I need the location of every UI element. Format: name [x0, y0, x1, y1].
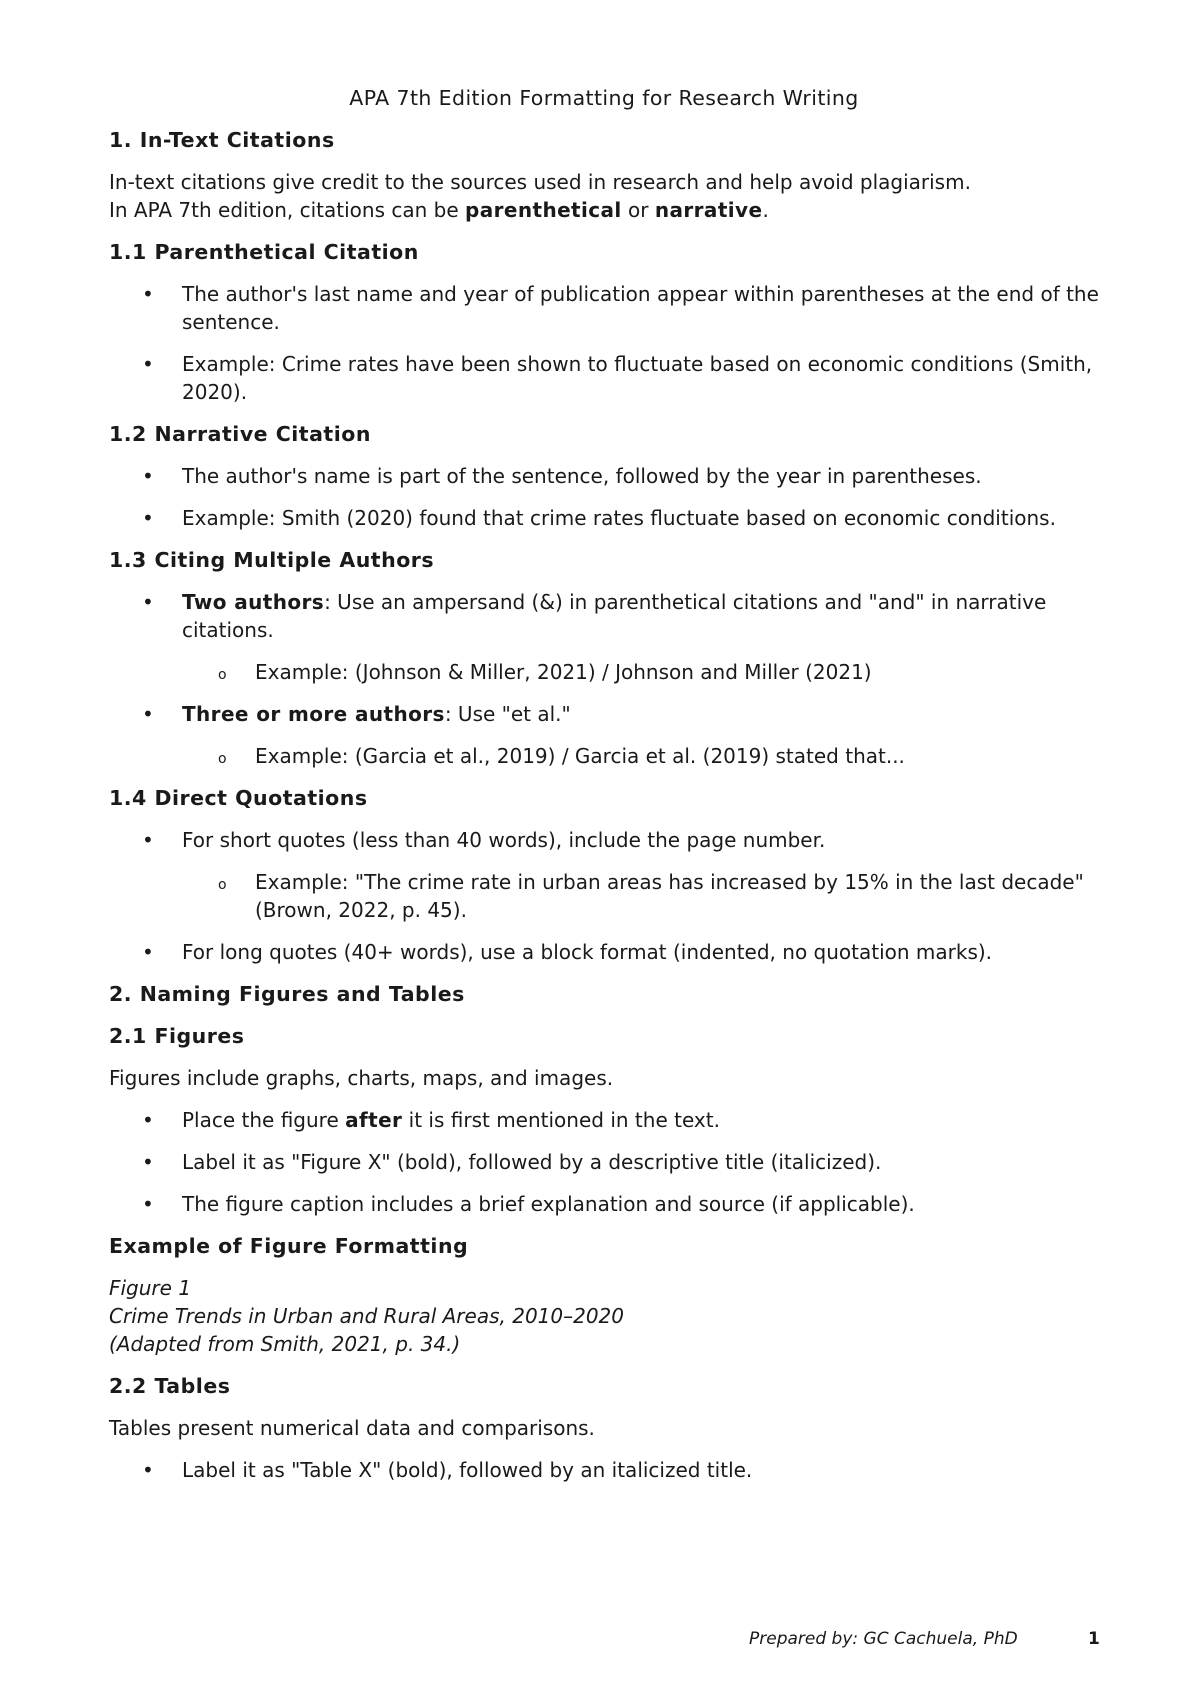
list-item: [109, 826, 1099, 924]
heading-multiple-authors: 1.3 Citing Multiple Authors: [109, 548, 435, 572]
intro-end: .: [762, 198, 769, 222]
sub-list: [182, 658, 1099, 686]
two-authors-text: : Use an ampersand (&) in parenthetical citations and "and" in narrative citations.: [182, 590, 1047, 642]
list-item: • Label it as "Table X" (bold), followed by an italicized title.: [109, 1456, 1099, 1484]
list-item: • Example: Crime rates have been shown to fluctuate based on economic conditions (Smith, 2020).: [109, 350, 1099, 406]
list-item: [109, 700, 1099, 770]
three-authors-text: : Use "et al.": [444, 702, 571, 726]
figure-example: [109, 1274, 1099, 1358]
bold-narrative: narrative: [654, 198, 763, 222]
intro-line-1: In-text citations give credit to the sources used in research and help avoid plagiarism.: [109, 170, 971, 194]
short-quotes-text: For short quotes (less than 40 words), include the page number.: [182, 828, 826, 852]
figure-source: (Adapted from Smith, 2021, p. 34.): [109, 1332, 461, 1356]
page-number: 1: [1088, 1629, 1100, 1649]
place-figure-text-a: Place the figure: [182, 1108, 346, 1132]
list-tables: [109, 1456, 1099, 1484]
document-title: APA 7th Edition Formatting for Research Writing: [349, 86, 859, 110]
list-item: [109, 1106, 1099, 1134]
bold-three-authors: Three or more authors: [182, 702, 445, 726]
list-item: • For long quotes (40+ words), use a block format (indented, no quotation marks).: [109, 938, 1099, 966]
paragraph-citations-intro: [109, 168, 1099, 224]
heading-in-text-citations: 1. In-Text Citations: [109, 128, 335, 152]
bold-two-authors: Two authors: [182, 590, 325, 614]
sub-list-item: o Example: (Garcia et al., 2019) / Garcia et al. (2019) stated that...: [182, 742, 1099, 770]
paragraph-figures-intro: Figures include graphs, charts, maps, and images.: [109, 1066, 614, 1090]
paragraph-tables-intro: Tables present numerical data and comparisons.: [109, 1416, 595, 1440]
list-item: • The figure caption includes a brief explanation and source (if applicable).: [109, 1190, 1099, 1218]
intro-line-2a: In APA 7th edition, citations can be: [109, 198, 465, 222]
list-parenthetical: [109, 280, 1099, 406]
list-item: • The author's last name and year of publication appear within parentheses at the end of the sentence.: [109, 280, 1099, 336]
list-direct-quotations: [109, 826, 1099, 966]
bold-after: after: [345, 1108, 403, 1132]
heading-figures: 2.1 Figures: [109, 1024, 245, 1048]
footer-prepared-by: Prepared by: GC Cachuela, PhD: [749, 1629, 1018, 1649]
heading-tables: 2.2 Tables: [109, 1374, 231, 1398]
sub-list: [182, 868, 1099, 924]
list-multiple-authors: [109, 588, 1099, 770]
list-item: • Example: Smith (2020) found that crime rates fluctuate based on economic conditions.: [109, 504, 1099, 532]
list-item: [109, 588, 1099, 686]
place-figure-text-b: it is first mentioned in the text.: [402, 1108, 720, 1132]
sub-list: [182, 742, 1099, 770]
heading-narrative-citation: 1.2 Narrative Citation: [109, 422, 371, 446]
heading-direct-quotations: 1.4 Direct Quotations: [109, 786, 368, 810]
list-item: • Label it as "Figure X" (bold), followed by a descriptive title (italicized).: [109, 1148, 1099, 1176]
heading-example-figure-formatting: Example of Figure Formatting: [109, 1234, 469, 1258]
figure-title: Crime Trends in Urban and Rural Areas, 2010–2020: [109, 1304, 625, 1328]
document-page: [109, 84, 1099, 1498]
bold-parenthetical: parenthetical: [465, 198, 622, 222]
intro-mid: or: [621, 198, 655, 222]
heading-figures-and-tables: 2. Naming Figures and Tables: [109, 982, 465, 1006]
heading-parenthetical-citation: 1.1 Parenthetical Citation: [109, 240, 419, 264]
figure-label: Figure 1: [109, 1276, 192, 1300]
sub-list-item: o Example: "The crime rate in urban areas has increased by 15% in the last decade" (Brown, 2022, p. 45).: [182, 868, 1099, 924]
sub-list-item: o Example: (Johnson & Miller, 2021) / Johnson and Miller (2021): [182, 658, 1099, 686]
list-narrative: [109, 462, 1099, 532]
list-item: • The author's name is part of the sentence, followed by the year in parentheses.: [109, 462, 1099, 490]
list-figures: [109, 1106, 1099, 1218]
